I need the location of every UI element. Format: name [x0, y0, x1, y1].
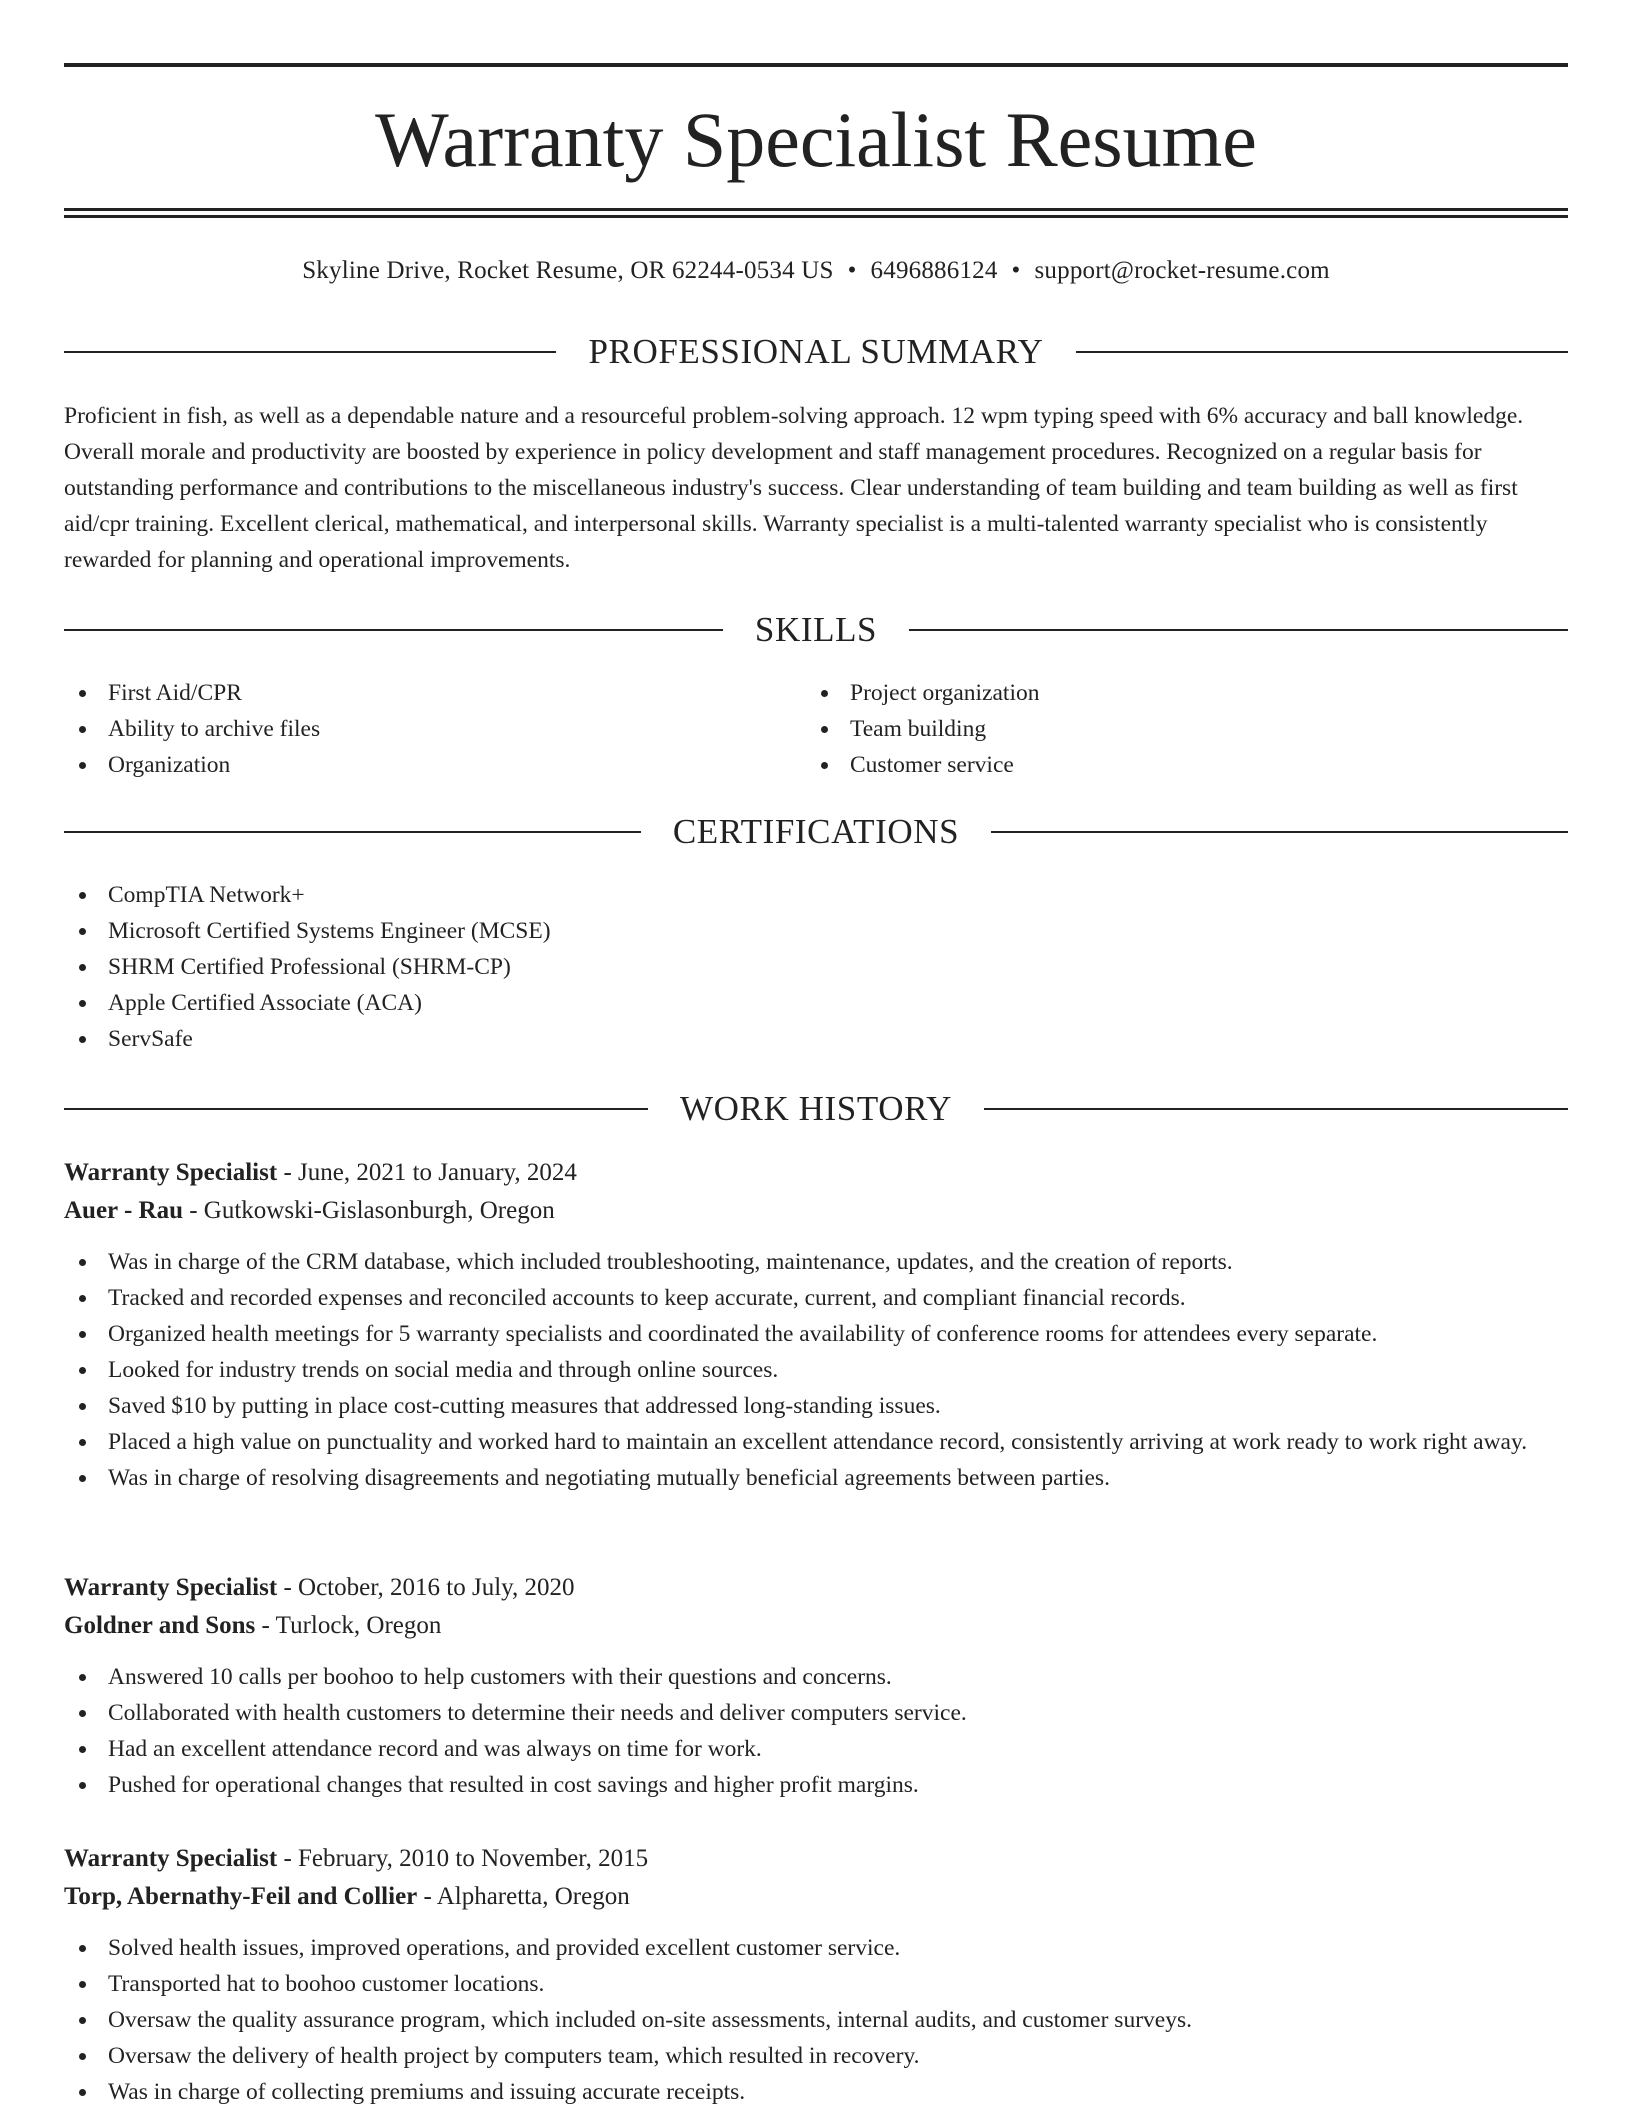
certification-item: ServSafe	[64, 1021, 551, 1057]
job-duty: Saved $10 by putting in place cost-cutting measures that addressed long-standing issues.	[64, 1388, 1568, 1424]
job-company: Goldner and Sons	[64, 1612, 256, 1639]
job-duties-list	[64, 1930, 1568, 2110]
job-title: Warranty Specialist	[64, 1574, 278, 1601]
job-duties-list	[64, 1659, 1568, 1803]
job-duty: Was in charge of the CRM database, which included troubleshooting, maintenance, updates, and the creation of reports.	[64, 1244, 1568, 1280]
section-rule	[64, 629, 723, 631]
certification-item: Apple Certified Associate (ACA)	[64, 985, 551, 1021]
section-rule	[64, 1108, 648, 1110]
job-dates: - June, 2021 to January, 2024	[277, 1159, 577, 1186]
skill-item: Ability to archive files	[64, 711, 320, 747]
skills-heading: SKILLS	[754, 610, 878, 649]
job-location: - Alpharetta, Oregon	[417, 1883, 630, 1910]
top-rule	[64, 63, 1568, 67]
skill-item: Customer service	[806, 747, 1039, 783]
summary-heading: PROFESSIONAL SUMMARY	[588, 332, 1044, 371]
section-rule	[64, 351, 556, 353]
job-duty: Answered 10 calls per boohoo to help customers with their questions and concerns.	[64, 1659, 1568, 1695]
job-company-line	[64, 1607, 1568, 1645]
job-title-line	[64, 1569, 1568, 1607]
skill-item: Project organization	[806, 675, 1039, 711]
section-rule	[1076, 351, 1568, 353]
job-title: Warranty Specialist	[64, 1845, 278, 1872]
job-duty: Collaborated with health customers to determine their needs and deliver computers service.	[64, 1695, 1568, 1731]
job-title-line	[64, 1154, 1568, 1192]
skills-section-header	[64, 608, 1568, 652]
contact-address: Skyline Drive, Rocket Resume, OR 62244-0534 US	[302, 257, 834, 284]
certifications-section-header	[64, 810, 1568, 854]
job-duty: Organized health meetings for 5 warranty specialists and coordinated the availability of conference rooms for attendees every separate.	[64, 1316, 1568, 1352]
job-dates: - October, 2016 to July, 2020	[277, 1574, 575, 1601]
certification-item: SHRM Certified Professional (SHRM-CP)	[64, 949, 551, 985]
job-location: - Turlock, Oregon	[255, 1612, 442, 1639]
section-rule	[991, 831, 1568, 833]
skill-item: Team building	[806, 711, 1039, 747]
certification-item: Microsoft Certified Systems Engineer (MCSE)	[64, 913, 551, 949]
skill-item: Organization	[64, 747, 320, 783]
job-duty: Was in charge of collecting premiums and issuing accurate receipts.	[64, 2074, 1568, 2110]
job-duty: Placed a high value on punctuality and worked hard to maintain an excellent attendance record, consistently arriving at work ready to work right away.	[64, 1424, 1568, 1460]
section-rule	[909, 629, 1568, 631]
certifications-list	[64, 877, 551, 1057]
job-duty: Transported hat to boohoo customer locations.	[64, 1966, 1568, 2002]
job-duty: Was in charge of resolving disagreements and negotiating mutually beneficial agreements between parties.	[64, 1460, 1568, 1496]
job-duty: Looked for industry trends on social media and through online sources.	[64, 1352, 1568, 1388]
title-double-rule	[64, 208, 1568, 218]
contact-line	[64, 254, 1568, 288]
contact-separator: •	[1011, 257, 1021, 284]
certification-item: CompTIA Network+	[64, 877, 551, 913]
job-entry	[64, 1569, 1568, 1803]
job-duty: Tracked and recorded expenses and reconciled accounts to keep accurate, current, and compliant financial records.	[64, 1280, 1568, 1316]
job-duty: Oversaw the delivery of health project by computers team, which resulted in recovery.	[64, 2038, 1568, 2074]
skills-list-left	[64, 675, 320, 783]
contact-separator: •	[847, 257, 857, 284]
skill-item: First Aid/CPR	[64, 675, 320, 711]
section-rule	[984, 1108, 1568, 1110]
contact-email: support@rocket-resume.com	[1034, 257, 1330, 284]
job-entry	[64, 1840, 1568, 2110]
work-history-section-header	[64, 1087, 1568, 1131]
summary-section-header	[64, 330, 1568, 374]
job-duties-list	[64, 1244, 1568, 1496]
certifications-heading: CERTIFICATIONS	[672, 812, 960, 851]
job-company-line	[64, 1192, 1568, 1230]
job-dates: - February, 2010 to November, 2015	[277, 1845, 649, 1872]
job-duty: Had an excellent attendance record and was always on time for work.	[64, 1731, 1568, 1767]
job-title-line	[64, 1840, 1568, 1878]
job-company: Torp, Abernathy-Feil and Collier	[64, 1883, 418, 1910]
work-history-heading: WORK HISTORY	[680, 1089, 952, 1128]
section-rule	[64, 831, 641, 833]
summary-text: Proficient in fish, as well as a dependable nature and a resourceful problem-solving approach. 12 wpm typing speed with 6% accuracy and ball knowledge. Overall morale and productivity are boosted by experience in policy development and staff management procedures. Recognized on a regular basis for outstanding performance and contributions to the miscellaneous industry's success. Clear understanding of team building and team building as well as first aid/cpr training. Excellent clerical, mathematical, and interpersonal skills. Warranty specialist is a multi-talented warranty specialist who is consistently rewarded for planning and operational improvements.	[64, 403, 1524, 573]
job-entry	[64, 1154, 1568, 1496]
job-company-line	[64, 1878, 1568, 1916]
resume-title: Warranty Specialist Resume	[375, 96, 1257, 183]
job-duty: Oversaw the quality assurance program, which included on-site assessments, internal audits, and customer surveys.	[64, 2002, 1568, 2038]
job-location: - Gutkowski-Gislasonburgh, Oregon	[182, 1197, 555, 1224]
contact-phone: 6496886124	[870, 257, 998, 284]
job-duty: Solved health issues, improved operations, and provided excellent customer service.	[64, 1930, 1568, 1966]
job-title: Warranty Specialist	[64, 1159, 278, 1186]
skills-list-right	[806, 675, 1039, 783]
job-company: Auer - Rau	[64, 1197, 183, 1224]
job-duty: Pushed for operational changes that resulted in cost savings and higher profit margins.	[64, 1767, 1568, 1803]
